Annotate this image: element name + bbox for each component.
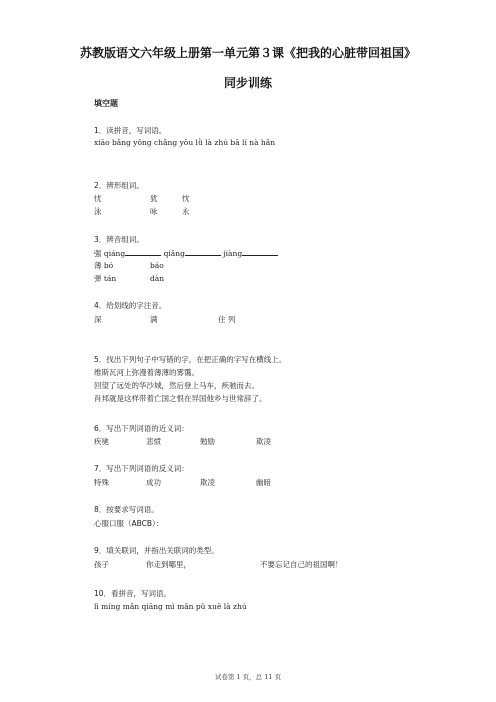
answer-blank[interactable] [242, 248, 278, 256]
answer-blank[interactable] [125, 248, 161, 256]
question-2-char: 永 [182, 207, 190, 216]
question-7-word: 特殊 [94, 478, 109, 487]
question-1-prompt: 1．读拼音，写词语。 [94, 126, 167, 135]
question-4-item: 满 [150, 315, 158, 324]
question-5-sentence: 肖邦就是这样带着亡国之恨在异国他乡与世常辞了。 [94, 394, 267, 403]
question-10-pinyin: lì míng mǎn qiāng mì mǎn pǔ xuě là zhú [94, 602, 247, 611]
question-1-pinyin: xiāo bǎng yǒng chǎng yōu lǜ là zhú bā lí nà hǎn [94, 138, 276, 147]
question-6-word: 欺凌 [256, 437, 271, 446]
pinyin-item: qiǎng [163, 249, 185, 258]
question-3-item: 弹 tán [94, 274, 117, 283]
question-5-prompt: 5．找出下列句子中写错的字，在把正确的字写在横线上。 [94, 355, 287, 364]
question-3-prompt: 3．辨音组词。 [94, 235, 144, 244]
question-4-prompt: 4．给划线的字注音。 [94, 301, 167, 310]
question-2-char: 咏 [150, 207, 158, 216]
section-label: 填空题 [94, 99, 118, 108]
question-2-prompt: 2．辨形组词。 [94, 181, 144, 190]
question-7-word: 幽暗 [256, 478, 271, 487]
question-8-line: 心服口服（ABCB）： [94, 519, 164, 528]
question-5-sentence: 维斯瓦河上弥漫着薄薄的雾霭。 [94, 368, 199, 377]
question-2-char: 犹 [150, 194, 158, 203]
pinyin-item: jiàng [223, 249, 243, 258]
pinyin-item: qiáng [103, 249, 126, 258]
question-9-part: 你走到哪里， [146, 560, 191, 569]
question-3-char: 强 [94, 249, 102, 258]
question-9-prompt: 9．填关联词，并指出关联词的类型。 [94, 546, 219, 555]
question-7-prompt: 7．写出下列词语的反义词： [94, 464, 189, 473]
question-10-prompt: 10．看拼音，写词语。 [94, 589, 172, 598]
question-7-word: 成功 [146, 478, 161, 487]
question-4-item: 住 列 [218, 315, 236, 324]
question-3-item: 薄 bó [94, 261, 114, 270]
question-2-char: 忱 [182, 194, 190, 203]
document-title: 苏教版语文六年级上册第一单元第３课《把我的心脏带回祖国》 [79, 46, 416, 60]
question-5-sentence: 回望了远处的华沙城，然后登上马车，疾驰而去。 [94, 381, 259, 390]
question-9-part: 孩子 [94, 560, 109, 569]
page-footer: 试卷第 1 页，总 11 页 [214, 673, 282, 681]
question-6-word: 疾驰 [94, 437, 109, 446]
question-3-item: báo [150, 261, 164, 270]
question-3-row1 [94, 248, 278, 259]
question-6-prompt: 6．写出下列词语的近义词： [94, 424, 189, 433]
question-8-prompt: 8．按要求写词语。 [94, 505, 159, 514]
document-subtitle: 同步训练 [223, 76, 272, 90]
question-9-part: 不要忘记自己的祖国啊！ [260, 560, 343, 569]
question-6-word: 悲愤 [146, 437, 161, 446]
question-2-char: 泳 [94, 207, 102, 216]
question-3-item: dàn [150, 274, 165, 283]
answer-blank[interactable] [185, 248, 221, 256]
question-7-word: 欺凌 [200, 478, 215, 487]
question-2-char: 忧 [94, 194, 102, 203]
question-6-word: 勉励 [200, 437, 215, 446]
question-4-item: 深 [94, 315, 102, 324]
